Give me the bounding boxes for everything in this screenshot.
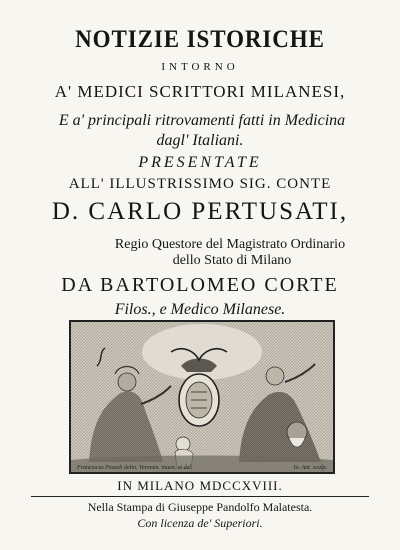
subject-line: A' MEDICI SCRITTORI MILANESI, <box>54 82 346 101</box>
dedication-line: ALL' ILLUSTRISSIMO SIG. CONTE <box>68 176 332 192</box>
dedicatee-name: D. CARLO PERTUSATI, <box>51 198 349 225</box>
engraving-caption-left: Franciscus Pezzoli delin. Veronen. inuen. et del. <box>77 465 193 471</box>
imprint-rule <box>31 496 369 497</box>
intorno-line: INTORNO <box>161 61 239 73</box>
imprint-printer: Nella Stampa di Giuseppe Pandolfo Malatesta. <box>87 500 313 514</box>
engraving-plate <box>69 320 335 474</box>
subtitle-line-1: E a' principali ritrovamenti fatti in Medicina <box>58 112 346 129</box>
author-title: Filos., e Medico Milanese. <box>114 301 286 318</box>
imprint-license: Con licenza de' Superiori. <box>137 516 263 530</box>
engraving-caption <box>71 465 333 471</box>
office-line-2: dello Stato di Milano <box>172 253 292 268</box>
engraving-illustration <box>71 322 333 472</box>
author-name: DA BARTOLOMEO CORTE <box>61 274 339 296</box>
engraving-caption-right: Io. Ant. sculp. <box>293 465 327 471</box>
book-title: NOTIZIE ISTORICHE <box>75 26 325 53</box>
presentate-line: PRESENTATE <box>138 154 262 171</box>
office-line-1: Regio Questore del Magistrato Ordinario <box>114 237 346 252</box>
imprint-place-date: IN MILANO MDCCXVIII. <box>117 478 283 493</box>
subtitle-line-2: dagl' Italiani. <box>156 132 244 149</box>
